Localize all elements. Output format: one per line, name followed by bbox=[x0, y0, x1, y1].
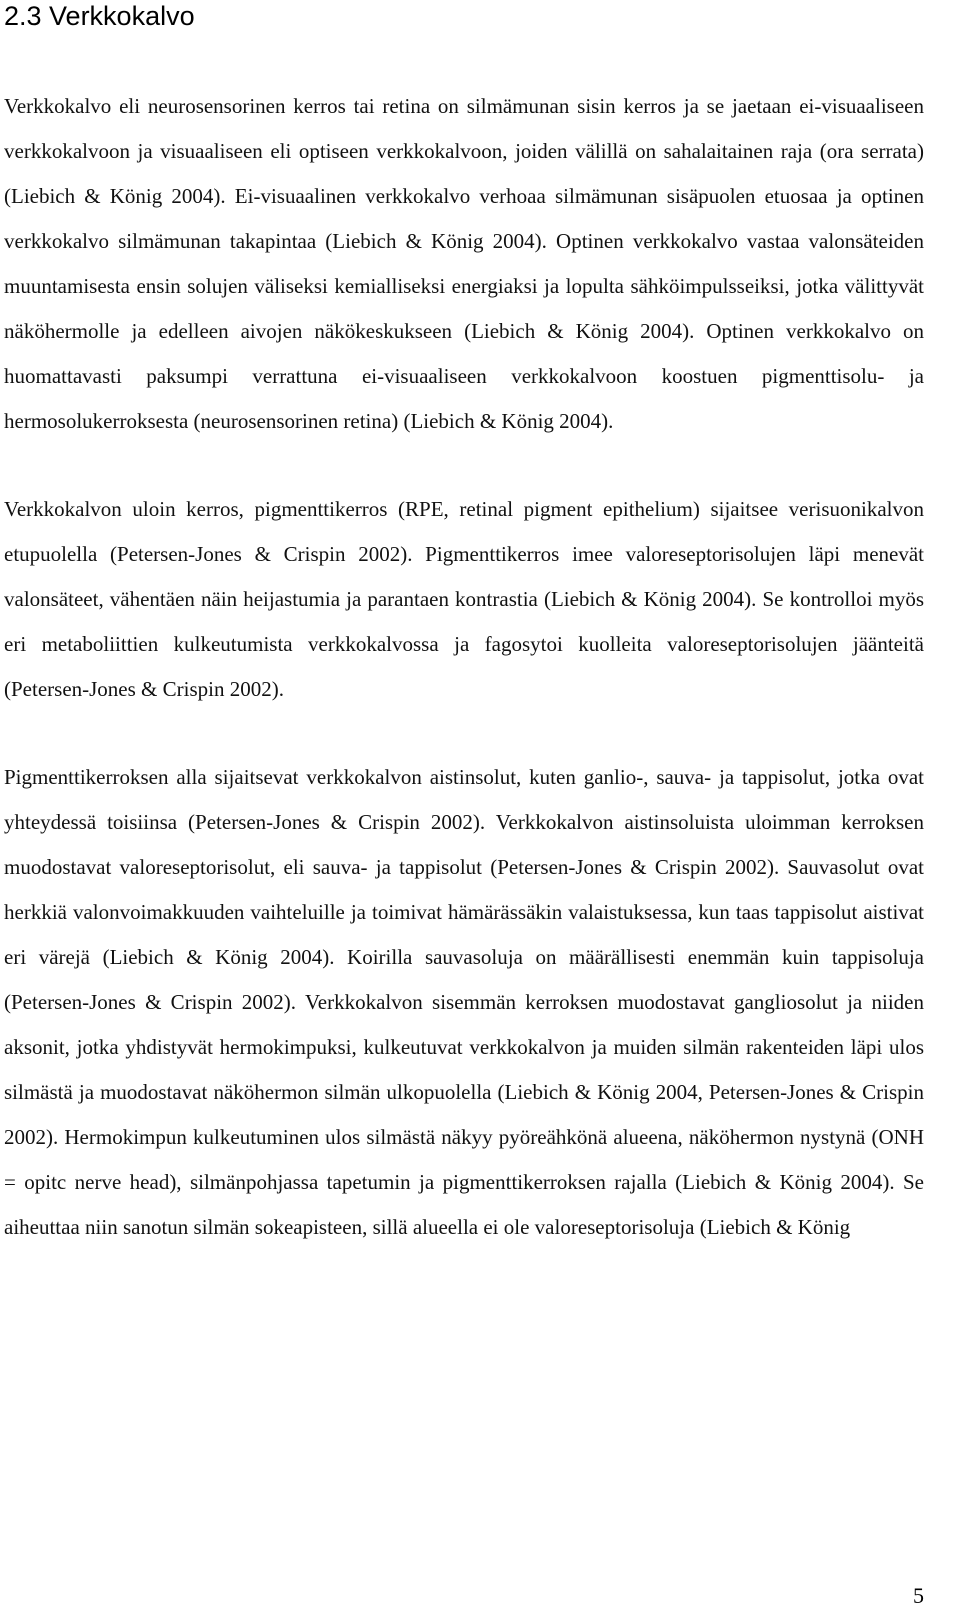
paragraph-sensory-cells: Pigmenttikerroksen alla sijaitsevat verkkokalvon aistinsolut, kuten ganlio-, sauva- ja tappisolut, jotka ovat yhteydessä toisiinsa (Petersen-Jones & Crispin 2002). Verkkokalvon aistinsoluista uloimman kerroksen muodostavat valoreseptorisolut, eli sauva- ja tappisolut (Petersen-Jones & Crispin 2002). Sauvasolut ovat herkkiä valonvoimakkuuden vaihteluille ja toimivat hämärässäkin valaistuksessa, kun taas tappisolut aistivat eri värejä (Liebich & König 2004). Koirilla sauvasoluja on määrällisesti enemmän kuin tappisoluja (Petersen-Jones & Crispin 2002). Verkkokalvon sisemmän kerroksen muodostavat gangliosolut ja niiden aksonit, jotka yhdistyvät hermokimpuksi, kulkeutuvat verkkokalvon ja muiden silmän rakenteiden läpi ulos silmästä ja muodostavat näköhermon silmän ulkopuolella (Liebich & König 2004, Petersen-Jones & Crispin 2002). Hermokimpun kulkeutuminen ulos silmästä näkyy pyöreähkönä alueena, näköhermon nystynä (ONH = opitc nerve head), silmänpohjassa tapetumin ja pigmenttikerroksen rajalla (Liebich & König 2004). Se aiheuttaa niin sanotun silmän sokeapisteen, sillä alueella ei ole valoreseptorisoluja (Liebich & König bbox=[4, 765, 924, 1239]
document-page bbox=[4, 0, 924, 1250]
section-heading: 2.3 Verkkokalvo bbox=[4, 1, 195, 31]
paragraph-pigment-layer: Verkkokalvon uloin kerros, pigmenttikerros (RPE, retinal pigment epithelium) sijaitsee verisuonikalvon etupuolella (Petersen-Jones & Crispin 2002). Pigmenttikerros imee valoreseptorisolujen läpi menevät valonsäteet, vähentäen näin heijastumia ja parantaen kontrastia (Liebich & König 2004). Se kontrolloi myös eri metaboliittien kulkeutumista verkkokalvossa ja fagosytoi kuolleita valoreseptorisolujen jäänteitä (Petersen-Jones & Crispin 2002). bbox=[4, 497, 924, 701]
paragraph-intro: Verkkokalvo eli neurosensorinen kerros tai retina on silmämunan sisin kerros ja se jaetaan ei-visuaaliseen verkkokalvoon ja visuaaliseen eli optiseen verkkokalvoon, joiden välillä on sahalaitainen raja (ora serrata) (Liebich & König 2004). Ei-visuaalinen verkkokalvo verhoaa silmämunan sisäpuolen etuosaa ja optinen verkkokalvo silmämunan takapintaa (Liebich & König 2004). Optinen verkkokalvo vastaa valonsäteiden muuntamisesta ensin solujen väliseksi kemialliseksi energiaksi ja lopulta sähköimpulsseiksi, jotka välittyvät näköhermolle ja edelleen aivojen näkökeskukseen (Liebich & König 2004). Optinen verkkokalvo on huomattavasti paksumpi verrattuna ei-visuaaliseen verkkokalvoon koostuen pigmenttisolu- ja hermosolukerroksesta (neurosensorinen retina) (Liebich & König 2004). bbox=[4, 94, 924, 433]
page-number: 5 bbox=[913, 1583, 924, 1608]
